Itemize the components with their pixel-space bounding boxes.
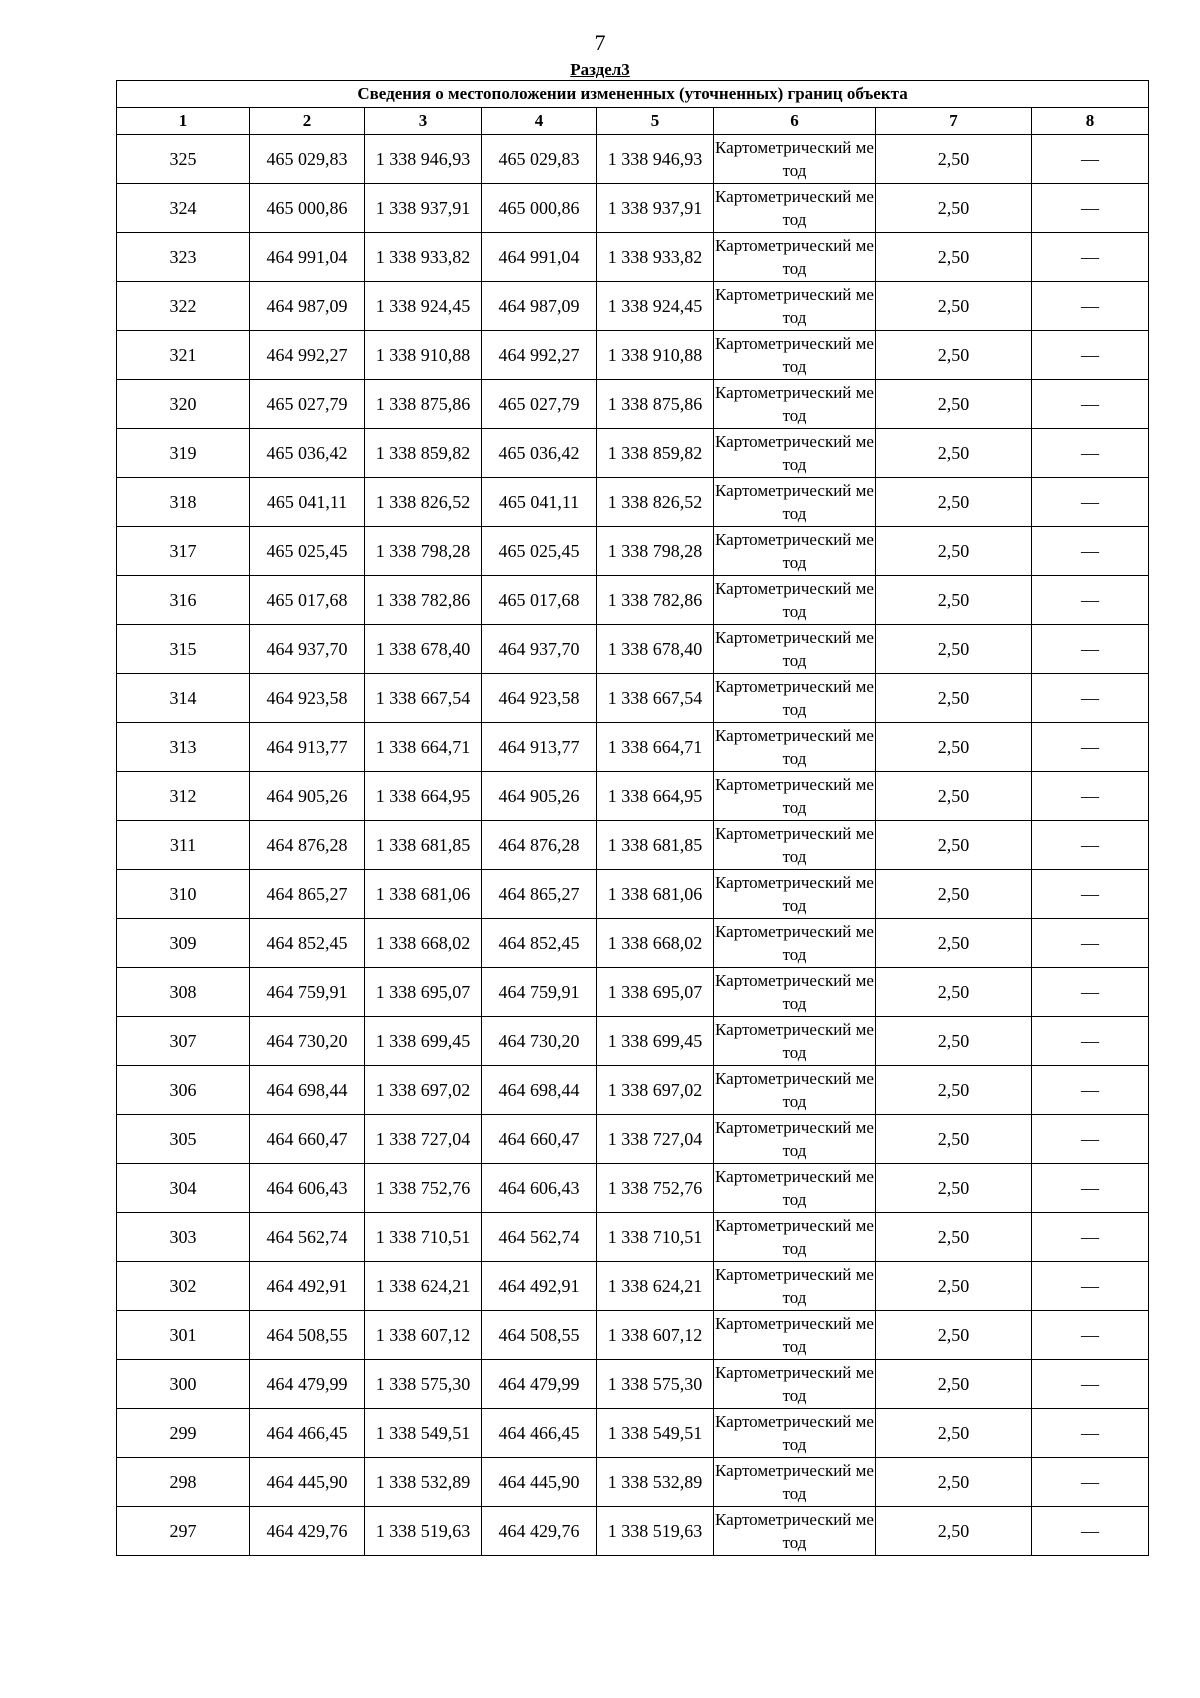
point-number-cell: 320 [117, 380, 250, 429]
point-number-cell: 314 [117, 674, 250, 723]
y-existing-cell: 1 338 910,88 [365, 331, 482, 380]
accuracy-cell: 2,50 [876, 233, 1032, 282]
accuracy-cell: 2,50 [876, 1262, 1032, 1311]
y-new-cell: 1 338 695,07 [597, 968, 714, 1017]
column-number-5: 5 [597, 108, 714, 135]
accuracy-cell: 2,50 [876, 380, 1032, 429]
y-existing-cell: 1 338 664,95 [365, 772, 482, 821]
table-row [117, 429, 1149, 478]
y-existing-cell: 1 338 532,89 [365, 1458, 482, 1507]
x-new-cell: 465 029,83 [482, 135, 597, 184]
point-number-cell: 324 [117, 184, 250, 233]
x-new-cell: 465 000,86 [482, 184, 597, 233]
table-row [117, 1213, 1149, 1262]
table-row [117, 1507, 1149, 1556]
x-new-cell: 465 027,79 [482, 380, 597, 429]
table-row [117, 1115, 1149, 1164]
method-cell: Картометрический метод [714, 527, 876, 576]
accuracy-cell: 2,50 [876, 1409, 1032, 1458]
x-existing-cell: 464 508,55 [250, 1311, 365, 1360]
y-existing-cell: 1 338 727,04 [365, 1115, 482, 1164]
y-existing-cell: 1 338 681,85 [365, 821, 482, 870]
table-row [117, 1458, 1149, 1507]
y-existing-cell: 1 338 946,93 [365, 135, 482, 184]
point-number-cell: 311 [117, 821, 250, 870]
accuracy-cell: 2,50 [876, 1360, 1032, 1409]
x-existing-cell: 465 041,11 [250, 478, 365, 527]
accuracy-cell: 2,50 [876, 135, 1032, 184]
description-cell: — [1032, 135, 1149, 184]
y-new-cell: 1 338 798,28 [597, 527, 714, 576]
y-existing-cell: 1 338 859,82 [365, 429, 482, 478]
table-row [117, 968, 1149, 1017]
x-existing-cell: 464 730,20 [250, 1017, 365, 1066]
x-new-cell: 464 508,55 [482, 1311, 597, 1360]
table-row [117, 380, 1149, 429]
accuracy-cell: 2,50 [876, 478, 1032, 527]
description-cell: — [1032, 282, 1149, 331]
description-cell: — [1032, 331, 1149, 380]
description-cell: — [1032, 380, 1149, 429]
method-cell: Картометрический метод [714, 1507, 876, 1556]
y-new-cell: 1 338 667,54 [597, 674, 714, 723]
y-new-cell: 1 338 607,12 [597, 1311, 714, 1360]
accuracy-cell: 2,50 [876, 772, 1032, 821]
x-new-cell: 464 492,91 [482, 1262, 597, 1311]
x-new-cell: 465 041,11 [482, 478, 597, 527]
x-new-cell: 464 466,45 [482, 1409, 597, 1458]
table-row [117, 1360, 1149, 1409]
table-row [117, 919, 1149, 968]
y-new-cell: 1 338 875,86 [597, 380, 714, 429]
accuracy-cell: 2,50 [876, 674, 1032, 723]
y-existing-cell: 1 338 549,51 [365, 1409, 482, 1458]
table-row [117, 870, 1149, 919]
description-cell: — [1032, 1066, 1149, 1115]
accuracy-cell: 2,50 [876, 282, 1032, 331]
accuracy-cell: 2,50 [876, 1115, 1032, 1164]
point-number-cell: 297 [117, 1507, 250, 1556]
x-existing-cell: 465 025,45 [250, 527, 365, 576]
table-row [117, 674, 1149, 723]
accuracy-cell: 2,50 [876, 1017, 1032, 1066]
accuracy-cell: 2,50 [876, 821, 1032, 870]
x-existing-cell: 464 698,44 [250, 1066, 365, 1115]
table-row [117, 1311, 1149, 1360]
x-new-cell: 464 923,58 [482, 674, 597, 723]
y-new-cell: 1 338 752,76 [597, 1164, 714, 1213]
x-existing-cell: 464 759,91 [250, 968, 365, 1017]
point-number-cell: 315 [117, 625, 250, 674]
accuracy-cell: 2,50 [876, 625, 1032, 674]
method-cell: Картометрический метод [714, 1360, 876, 1409]
method-cell: Картометрический метод [714, 1213, 876, 1262]
x-existing-cell: 464 905,26 [250, 772, 365, 821]
column-number-7: 7 [876, 108, 1032, 135]
y-existing-cell: 1 338 519,63 [365, 1507, 482, 1556]
description-cell: — [1032, 1360, 1149, 1409]
x-new-cell: 465 025,45 [482, 527, 597, 576]
x-existing-cell: 464 660,47 [250, 1115, 365, 1164]
method-cell: Картометрический метод [714, 1311, 876, 1360]
x-new-cell: 464 865,27 [482, 870, 597, 919]
point-number-cell: 316 [117, 576, 250, 625]
column-number-8: 8 [1032, 108, 1149, 135]
accuracy-cell: 2,50 [876, 723, 1032, 772]
x-new-cell: 464 905,26 [482, 772, 597, 821]
column-number-6: 6 [714, 108, 876, 135]
y-new-cell: 1 338 946,93 [597, 135, 714, 184]
description-cell: — [1032, 429, 1149, 478]
y-new-cell: 1 338 519,63 [597, 1507, 714, 1556]
y-existing-cell: 1 338 668,02 [365, 919, 482, 968]
x-new-cell: 464 992,27 [482, 331, 597, 380]
y-existing-cell: 1 338 798,28 [365, 527, 482, 576]
table-row [117, 821, 1149, 870]
x-new-cell: 464 991,04 [482, 233, 597, 282]
accuracy-cell: 2,50 [876, 1311, 1032, 1360]
accuracy-cell: 2,50 [876, 968, 1032, 1017]
y-new-cell: 1 338 678,40 [597, 625, 714, 674]
method-cell: Картометрический метод [714, 282, 876, 331]
y-new-cell: 1 338 933,82 [597, 233, 714, 282]
description-cell: — [1032, 625, 1149, 674]
table-row [117, 527, 1149, 576]
table-caption: Сведения о местоположении измененных (уточненных) границ объекта [117, 81, 1149, 108]
point-number-cell: 319 [117, 429, 250, 478]
boundary-coordinates-table [116, 80, 1149, 1556]
y-existing-cell: 1 338 664,71 [365, 723, 482, 772]
method-cell: Картометрический метод [714, 1409, 876, 1458]
point-number-cell: 307 [117, 1017, 250, 1066]
y-existing-cell: 1 338 826,52 [365, 478, 482, 527]
method-cell: Картометрический метод [714, 1262, 876, 1311]
y-new-cell: 1 338 532,89 [597, 1458, 714, 1507]
x-existing-cell: 465 000,86 [250, 184, 365, 233]
y-existing-cell: 1 338 695,07 [365, 968, 482, 1017]
y-existing-cell: 1 338 924,45 [365, 282, 482, 331]
y-new-cell: 1 338 910,88 [597, 331, 714, 380]
y-existing-cell: 1 338 575,30 [365, 1360, 482, 1409]
column-number-2: 2 [250, 108, 365, 135]
method-cell: Картометрический метод [714, 723, 876, 772]
accuracy-cell: 2,50 [876, 184, 1032, 233]
x-existing-cell: 464 606,43 [250, 1164, 365, 1213]
method-cell: Картометрический метод [714, 429, 876, 478]
column-number-row [117, 108, 1149, 135]
x-existing-cell: 464 913,77 [250, 723, 365, 772]
method-cell: Картометрический метод [714, 821, 876, 870]
method-cell: Картометрический метод [714, 380, 876, 429]
table-row [117, 135, 1149, 184]
x-existing-cell: 464 865,27 [250, 870, 365, 919]
x-existing-cell: 465 029,83 [250, 135, 365, 184]
description-cell: — [1032, 527, 1149, 576]
x-new-cell: 464 937,70 [482, 625, 597, 674]
y-existing-cell: 1 338 624,21 [365, 1262, 482, 1311]
accuracy-cell: 2,50 [876, 576, 1032, 625]
x-new-cell: 464 759,91 [482, 968, 597, 1017]
y-new-cell: 1 338 681,06 [597, 870, 714, 919]
y-new-cell: 1 338 826,52 [597, 478, 714, 527]
x-new-cell: 464 698,44 [482, 1066, 597, 1115]
method-cell: Картометрический метод [714, 576, 876, 625]
y-existing-cell: 1 338 933,82 [365, 233, 482, 282]
description-cell: — [1032, 674, 1149, 723]
accuracy-cell: 2,50 [876, 870, 1032, 919]
y-new-cell: 1 338 727,04 [597, 1115, 714, 1164]
y-existing-cell: 1 338 607,12 [365, 1311, 482, 1360]
x-new-cell: 464 852,45 [482, 919, 597, 968]
description-cell: — [1032, 184, 1149, 233]
point-number-cell: 303 [117, 1213, 250, 1262]
method-cell: Картометрический метод [714, 1164, 876, 1213]
x-existing-cell: 464 991,04 [250, 233, 365, 282]
point-number-cell: 325 [117, 135, 250, 184]
description-cell: — [1032, 1311, 1149, 1360]
x-existing-cell: 464 479,99 [250, 1360, 365, 1409]
point-number-cell: 304 [117, 1164, 250, 1213]
description-cell: — [1032, 1262, 1149, 1311]
x-existing-cell: 464 937,70 [250, 625, 365, 674]
table-row [117, 233, 1149, 282]
description-cell: — [1032, 821, 1149, 870]
table-row [117, 282, 1149, 331]
x-existing-cell: 464 852,45 [250, 919, 365, 968]
y-existing-cell: 1 338 752,76 [365, 1164, 482, 1213]
column-number-3: 3 [365, 108, 482, 135]
y-new-cell: 1 338 699,45 [597, 1017, 714, 1066]
x-new-cell: 464 562,74 [482, 1213, 597, 1262]
method-cell: Картометрический метод [714, 478, 876, 527]
description-cell: — [1032, 870, 1149, 919]
y-existing-cell: 1 338 681,06 [365, 870, 482, 919]
x-new-cell: 464 660,47 [482, 1115, 597, 1164]
method-cell: Картометрический метод [714, 331, 876, 380]
x-new-cell: 465 017,68 [482, 576, 597, 625]
y-new-cell: 1 338 782,86 [597, 576, 714, 625]
point-number-cell: 321 [117, 331, 250, 380]
y-new-cell: 1 338 924,45 [597, 282, 714, 331]
x-existing-cell: 464 923,58 [250, 674, 365, 723]
table-row [117, 1164, 1149, 1213]
point-number-cell: 305 [117, 1115, 250, 1164]
accuracy-cell: 2,50 [876, 919, 1032, 968]
x-existing-cell: 465 017,68 [250, 576, 365, 625]
y-new-cell: 1 338 664,95 [597, 772, 714, 821]
accuracy-cell: 2,50 [876, 429, 1032, 478]
point-number-cell: 302 [117, 1262, 250, 1311]
description-cell: — [1032, 723, 1149, 772]
method-cell: Картометрический метод [714, 1017, 876, 1066]
description-cell: — [1032, 1458, 1149, 1507]
description-cell: — [1032, 1409, 1149, 1458]
x-existing-cell: 464 876,28 [250, 821, 365, 870]
y-new-cell: 1 338 624,21 [597, 1262, 714, 1311]
x-new-cell: 465 036,42 [482, 429, 597, 478]
description-cell: — [1032, 1507, 1149, 1556]
description-cell: — [1032, 478, 1149, 527]
x-new-cell: 464 606,43 [482, 1164, 597, 1213]
description-cell: — [1032, 576, 1149, 625]
x-existing-cell: 465 036,42 [250, 429, 365, 478]
y-new-cell: 1 338 937,91 [597, 184, 714, 233]
x-new-cell: 464 479,99 [482, 1360, 597, 1409]
method-cell: Картометрический метод [714, 1066, 876, 1115]
y-new-cell: 1 338 575,30 [597, 1360, 714, 1409]
point-number-cell: 298 [117, 1458, 250, 1507]
page-number: 7 [594, 30, 606, 55]
method-cell: Картометрический метод [714, 919, 876, 968]
y-new-cell: 1 338 710,51 [597, 1213, 714, 1262]
accuracy-cell: 2,50 [876, 1458, 1032, 1507]
description-cell: — [1032, 1164, 1149, 1213]
x-new-cell: 464 730,20 [482, 1017, 597, 1066]
point-number-cell: 308 [117, 968, 250, 1017]
y-new-cell: 1 338 697,02 [597, 1066, 714, 1115]
x-new-cell: 464 445,90 [482, 1458, 597, 1507]
point-number-cell: 306 [117, 1066, 250, 1115]
table-row [117, 1262, 1149, 1311]
accuracy-cell: 2,50 [876, 1507, 1032, 1556]
table-row [117, 576, 1149, 625]
point-number-cell: 318 [117, 478, 250, 527]
y-existing-cell: 1 338 678,40 [365, 625, 482, 674]
x-existing-cell: 464 445,90 [250, 1458, 365, 1507]
method-cell: Картометрический метод [714, 1458, 876, 1507]
y-new-cell: 1 338 668,02 [597, 919, 714, 968]
y-existing-cell: 1 338 875,86 [365, 380, 482, 429]
x-existing-cell: 464 429,76 [250, 1507, 365, 1556]
point-number-cell: 323 [117, 233, 250, 282]
accuracy-cell: 2,50 [876, 1213, 1032, 1262]
description-cell: — [1032, 968, 1149, 1017]
y-new-cell: 1 338 859,82 [597, 429, 714, 478]
table-row [117, 331, 1149, 380]
x-existing-cell: 464 992,27 [250, 331, 365, 380]
y-new-cell: 1 338 549,51 [597, 1409, 714, 1458]
method-cell: Картометрический метод [714, 135, 876, 184]
table-row [117, 184, 1149, 233]
method-cell: Картометрический метод [714, 184, 876, 233]
method-cell: Картометрический метод [714, 625, 876, 674]
point-number-cell: 301 [117, 1311, 250, 1360]
table-row [117, 1017, 1149, 1066]
y-new-cell: 1 338 664,71 [597, 723, 714, 772]
point-number-cell: 322 [117, 282, 250, 331]
section-title: Раздел3 [570, 60, 630, 79]
method-cell: Картометрический метод [714, 870, 876, 919]
point-number-cell: 317 [117, 527, 250, 576]
table-row [117, 625, 1149, 674]
method-cell: Картометрический метод [714, 772, 876, 821]
point-number-cell: 300 [117, 1360, 250, 1409]
description-cell: — [1032, 1115, 1149, 1164]
point-number-cell: 310 [117, 870, 250, 919]
y-existing-cell: 1 338 667,54 [365, 674, 482, 723]
x-new-cell: 464 913,77 [482, 723, 597, 772]
y-existing-cell: 1 338 782,86 [365, 576, 482, 625]
column-number-4: 4 [482, 108, 597, 135]
point-number-cell: 309 [117, 919, 250, 968]
point-number-cell: 299 [117, 1409, 250, 1458]
y-existing-cell: 1 338 937,91 [365, 184, 482, 233]
table-caption-row [117, 81, 1149, 108]
table-row [117, 723, 1149, 772]
x-new-cell: 464 429,76 [482, 1507, 597, 1556]
x-existing-cell: 464 466,45 [250, 1409, 365, 1458]
method-cell: Картометрический метод [714, 674, 876, 723]
y-existing-cell: 1 338 699,45 [365, 1017, 482, 1066]
x-new-cell: 464 876,28 [482, 821, 597, 870]
point-number-cell: 313 [117, 723, 250, 772]
x-existing-cell: 465 027,79 [250, 380, 365, 429]
table-row [117, 772, 1149, 821]
description-cell: — [1032, 1017, 1149, 1066]
x-new-cell: 464 987,09 [482, 282, 597, 331]
x-existing-cell: 464 987,09 [250, 282, 365, 331]
table-row [117, 1409, 1149, 1458]
method-cell: Картометрический метод [714, 1115, 876, 1164]
description-cell: — [1032, 919, 1149, 968]
column-number-1: 1 [117, 108, 250, 135]
description-cell: — [1032, 233, 1149, 282]
x-existing-cell: 464 492,91 [250, 1262, 365, 1311]
description-cell: — [1032, 1213, 1149, 1262]
table-row [117, 478, 1149, 527]
y-existing-cell: 1 338 697,02 [365, 1066, 482, 1115]
y-existing-cell: 1 338 710,51 [365, 1213, 482, 1262]
method-cell: Картометрический метод [714, 233, 876, 282]
accuracy-cell: 2,50 [876, 527, 1032, 576]
x-existing-cell: 464 562,74 [250, 1213, 365, 1262]
point-number-cell: 312 [117, 772, 250, 821]
method-cell: Картометрический метод [714, 968, 876, 1017]
y-new-cell: 1 338 681,85 [597, 821, 714, 870]
accuracy-cell: 2,50 [876, 1164, 1032, 1213]
accuracy-cell: 2,50 [876, 1066, 1032, 1115]
description-cell: — [1032, 772, 1149, 821]
accuracy-cell: 2,50 [876, 331, 1032, 380]
table-row [117, 1066, 1149, 1115]
